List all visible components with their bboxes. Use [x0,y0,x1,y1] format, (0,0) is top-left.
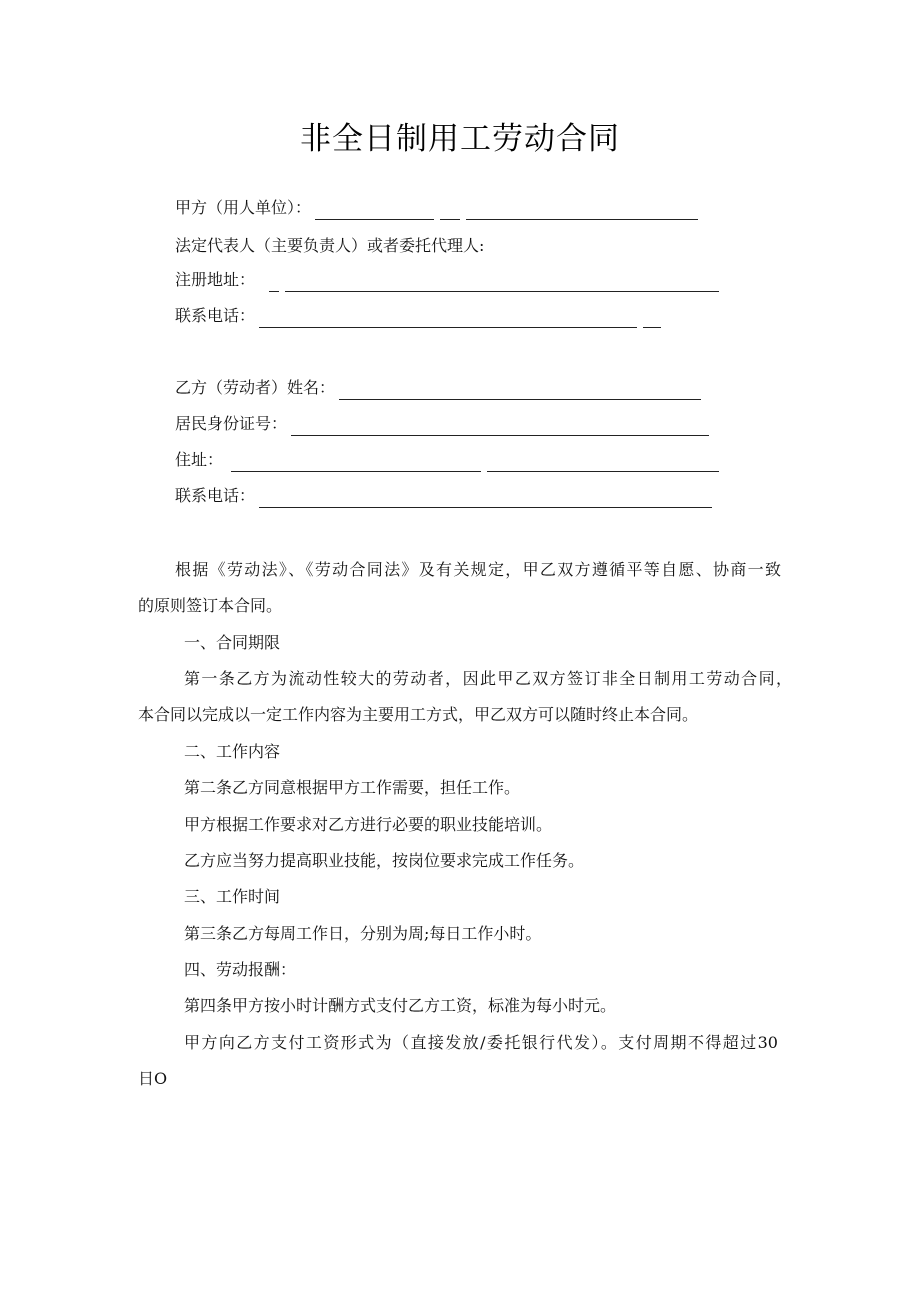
section-heading-work-hours: 三、工作时间 [184,887,281,906]
employer-blank-1[interactable] [315,203,434,220]
party-b-phone-label: 联系电话： [175,486,256,505]
residence-field [175,448,725,472]
article-4-line3: 日O [138,1069,168,1088]
residence-label: 住址： [175,450,224,469]
document-title: 非全日制用工劳动合同 [300,121,620,157]
article-1-line1: 第一条乙方为流动性较大的劳动者，因此甲乙双方签订非全日制用工劳动合同， [184,669,792,688]
employer-blank-3[interactable] [466,203,698,220]
party-a-phone-field [175,304,667,328]
article-3-line1: 第三条乙方每周工作日，分别为周;每日工作小时。 [184,924,542,943]
employer-label: 甲方（用人单位）： [175,198,312,217]
party-a-phone-blank-1[interactable] [259,311,637,328]
id-number-blank[interactable] [291,419,709,436]
id-number-label: 居民身份证号： [175,414,288,433]
representative-label: 法定代表人（主要负责人）或者委托代理人: [175,236,485,255]
employee-name-field [175,376,707,400]
employer-field [175,196,704,220]
article-2-line2: 甲方根据工作要求对乙方进行必要的职业技能培训。 [184,815,553,834]
article-2-line1: 第二条乙方同意根据甲方工作需要，担任工作。 [184,778,521,797]
registered-address-blank-1[interactable] [269,275,279,292]
section-heading-work-content: 二、工作内容 [184,742,281,761]
party-a-phone-blank-2[interactable] [643,311,661,328]
article-1-line2: 本合同以完成以一定工作内容为主要用工方式，甲乙双方可以随时终止本合同。 [138,705,699,724]
employer-blank-2[interactable] [440,203,460,220]
id-number-field [175,412,715,436]
employee-name-label: 乙方（劳动者）姓名： [175,378,336,397]
section-heading-term: 一、合同期限 [184,633,281,652]
article-2-line3: 乙方应当努力提高职业技能，按岗位要求完成工作任务。 [184,851,585,870]
article-4-line1: 第四条甲方按小时计酬方式支付乙方工资，标准为每小时元。 [184,996,617,1015]
residence-blank-2[interactable] [487,455,719,472]
residence-blank-1[interactable] [231,455,481,472]
registered-address-blank-2[interactable] [285,275,719,292]
intro-paragraph-line2: 的原则签订本合同。 [138,596,283,615]
party-b-phone-blank[interactable] [259,491,712,508]
party-b-phone-field [175,484,718,508]
party-a-phone-label: 联系电话： [175,306,256,325]
section-heading-remuneration: 四、劳动报酬： [184,960,297,979]
registered-address-label: 注册地址： [175,270,256,289]
article-4-line2: 甲方向乙方支付工资形式为（直接发放/委托银行代发）。支付周期不得超过30 [184,1033,778,1052]
employee-name-blank[interactable] [339,383,701,400]
intro-paragraph-line1: 根据《劳动法》、《劳动合同法》及有关规定，甲乙双方遵循平等自愿、协商一致 [175,560,781,579]
registered-address-field [175,268,725,292]
representative-field [175,234,484,258]
